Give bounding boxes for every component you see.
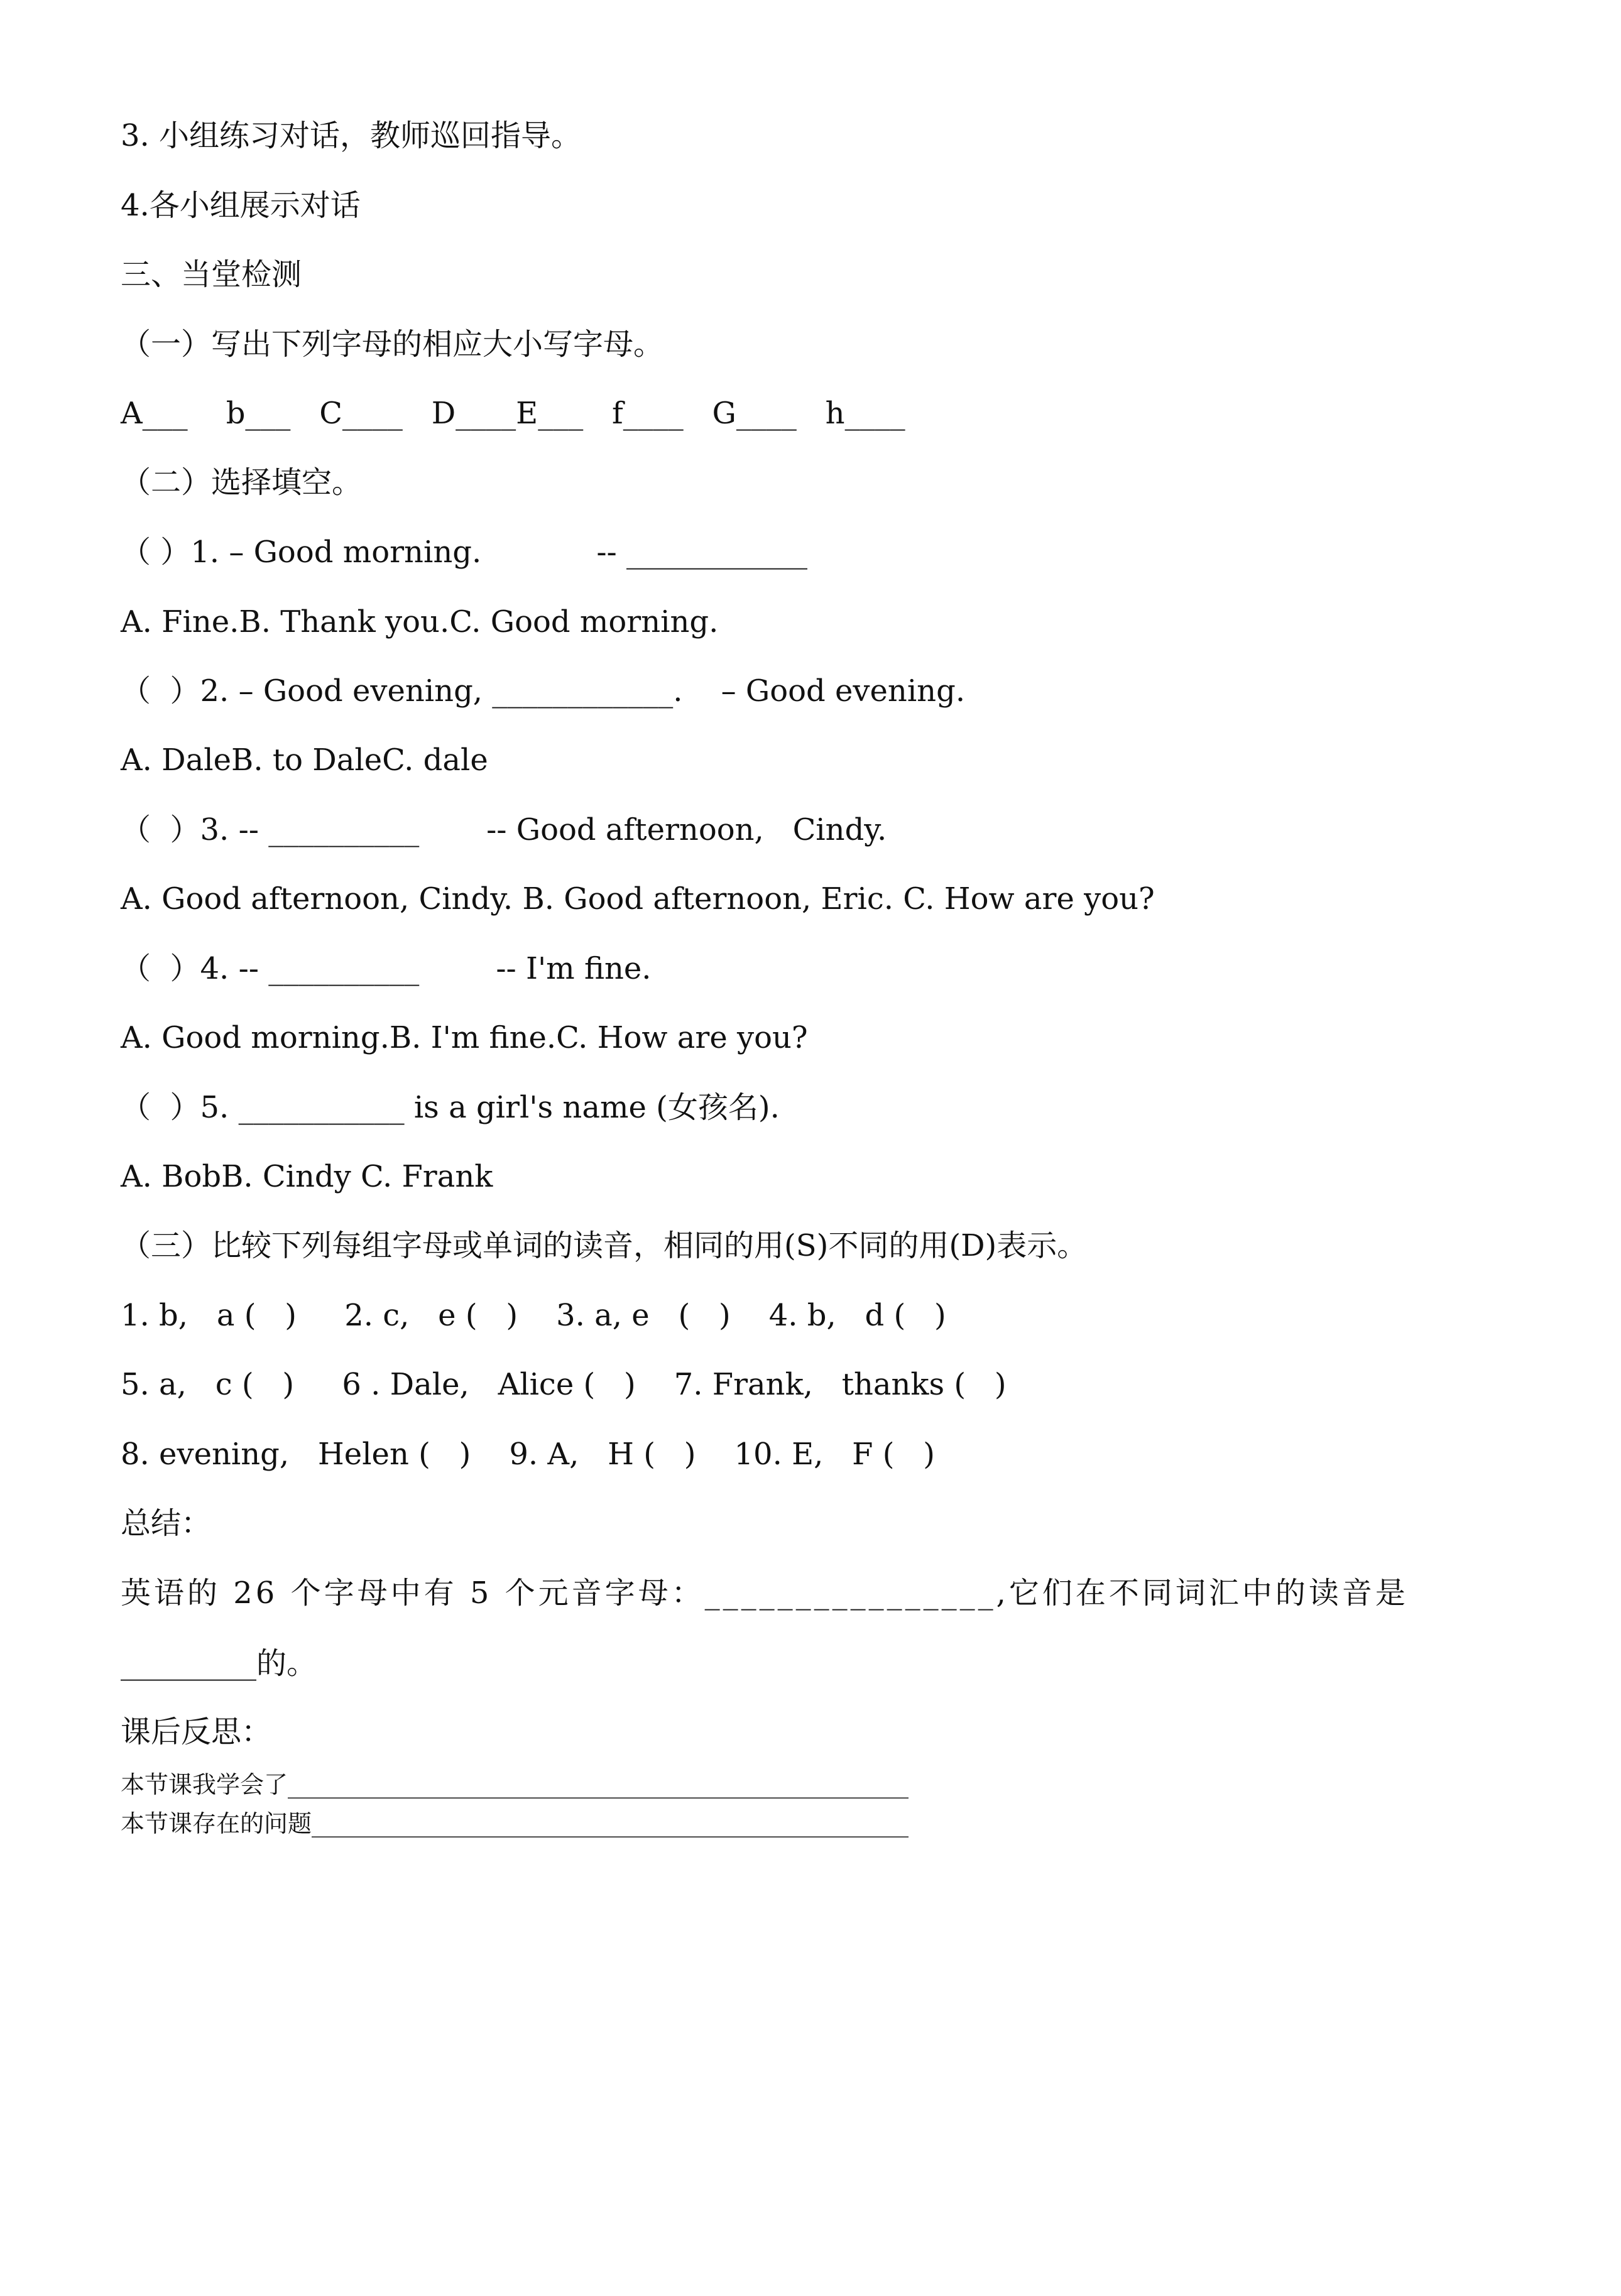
part-3-row-1: 1. b, a ( ) 2. c, e ( ) 3. a, e ( ) 4. b, d ( ) (121, 1298, 946, 1333)
part-3-instruction: （三）比较下列每组字母或单词的读音，相同的用(S)不同的用(D)表示。 (121, 1228, 1088, 1263)
part-3-row-2: 5. a, c ( ) 6 . Dale, Alice ( ) 7. Frank, thanks ( ) (121, 1367, 1007, 1402)
step-3-group-practice: 3. 小组练习对话，教师巡回指导。 (121, 118, 582, 153)
question-5: （ ）5. ___________ is a girl's name (女孩名). (121, 1090, 780, 1125)
summary-sentence-end: _________的。 (121, 1646, 317, 1681)
section-3-heading: 三、当堂检测 (121, 257, 302, 292)
question-2: （ ）2. – Good evening, ____________. – Good evening. (121, 673, 966, 709)
question-2-options: A. DaleB. to DaleC. dale (121, 743, 488, 778)
question-4: （ ）4. -- __________ -- I'm fine. (121, 951, 652, 986)
summary-heading: 总结： (121, 1506, 212, 1541)
reflection-problems: 本节课存在的问题__________________________________________________ (121, 1810, 909, 1837)
question-3-options: A. Good afternoon, Cindy. B. Good afternoon, Eric. C. How are you? (121, 881, 1155, 917)
question-5-options: A. BobB. Cindy C. Frank (121, 1159, 493, 1194)
part-3-row-3: 8. evening, Helen ( ) 9. A, H ( ) 10. E, F ( ) (121, 1437, 935, 1472)
reflection-heading: 课后反思： (121, 1714, 272, 1749)
part-1-instruction: （一）写出下列字母的相应大小写字母。 (121, 327, 664, 362)
part-2-instruction: （二）选择填空。 (121, 465, 363, 500)
step-4-group-show: 4.各小组展示对话 (121, 188, 361, 223)
question-4-options: A. Good morning.B. I'm fine.C. How are you? (121, 1020, 808, 1055)
question-1: （ ）1. – Good morning. -- ____________ (121, 535, 808, 570)
reflection-learned: 本节课我学会了____________________________________________________ (121, 1771, 909, 1798)
part-1-letters: A___ b___ C____ D____E___ f____ G____ h____ (121, 396, 905, 431)
question-3: （ ）3. -- __________ -- Good afternoon, Cindy. (121, 812, 887, 847)
question-1-options: A. Fine.B. Thank you.C. Good morning. (121, 604, 719, 639)
summary-sentence: 英语的 26 个字母中有 5 个元音字母：________________,它们在不同词汇中的读音是 (121, 1575, 1409, 1611)
